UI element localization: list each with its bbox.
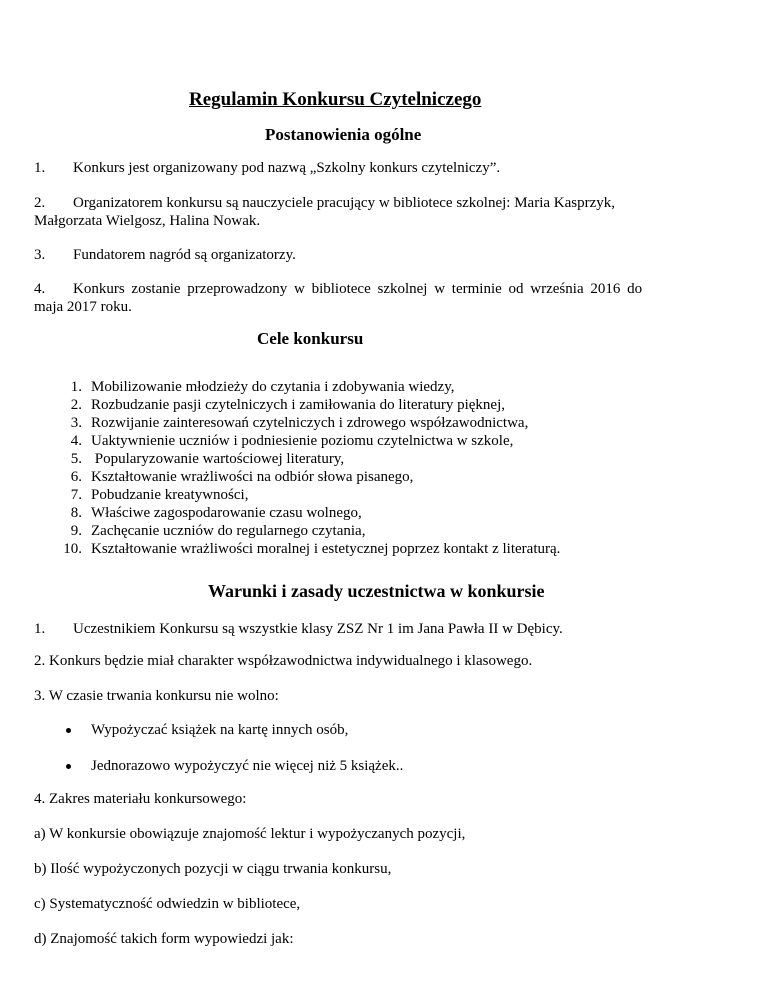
general-item-3-number: 3. — [34, 247, 46, 263]
goal-number: 9. — [70, 523, 82, 539]
general-item-3-text: Fundatorem nagród są organizatorzy. — [73, 247, 296, 263]
section-heading-rules: Warunki i zasady uczestnictwa w konkursie — [208, 581, 545, 601]
goal-number: 4. — [70, 433, 82, 449]
goal-number: 1. — [70, 379, 82, 395]
rules-subitem-b: b) Ilość wypożyczonych pozycji w ciągu trwania konkursu, — [34, 861, 392, 877]
goal-number: 10. — [63, 541, 82, 557]
general-item-2-line-1: Organizatorem konkursu są nauczyciele pracujący w bibliotece szkolnej: Maria Kasprzyk, — [73, 195, 616, 211]
general-item-2-line-2: Małgorzata Wielgosz, Halina Nowak. — [34, 213, 261, 229]
goal-text: Uaktywnienie uczniów i podniesienie poziomu czytelnictwa w szkole, — [91, 433, 514, 449]
goal-number: 2. — [70, 397, 82, 413]
rules-item-3-text: 3. W czasie trwania konkursu nie wolno: — [34, 688, 279, 704]
bullet-item: Jednorazowo wypożyczyć nie więcej niż 5 książek.. — [91, 758, 404, 774]
goal-number: 5. — [70, 451, 82, 467]
general-item-4-line-1: Konkurs zostanie przeprowadzony w bibliotece szkolnej w terminie od września 2016 do — [73, 281, 643, 297]
rules-subitem-c: c) Systematyczność odwiedzin w bibliotece, — [34, 896, 301, 912]
goal-text: Mobilizowanie młodzieży do czytania i zdobywania wiedzy, — [91, 379, 455, 395]
general-item-2-number: 2. — [34, 195, 46, 211]
rules-subitem-a: a) W konkursie obowiązuje znajomość lektur i wypożyczanych pozycji, — [34, 826, 466, 842]
bullet-item: Wypożyczać książek na kartę innych osób, — [91, 722, 349, 738]
section-heading-general: Postanowienia ogólne — [265, 125, 422, 144]
general-item-1-number: 1. — [34, 160, 46, 176]
section-heading-goals: Cele konkursu — [257, 329, 364, 348]
goal-number: 7. — [70, 487, 82, 503]
goal-text: Kształtowanie wrażliwości moralnej i estetycznej poprzez kontakt z literaturą. — [91, 541, 561, 557]
general-item-1-text: Konkurs jest organizowany pod nazwą „Szkolny konkurs czytelniczy”. — [73, 160, 501, 176]
goal-number: 6. — [70, 469, 82, 485]
rules-item-2-text: 2. Konkurs będzie miał charakter współzawodnictwa indywidualnego i klasowego. — [34, 653, 533, 669]
rules-subitem-d: d) Znajomość takich form wypowiedzi jak: — [34, 931, 294, 947]
bullet-dot — [66, 728, 71, 733]
goal-number: 8. — [70, 505, 82, 521]
rules-item-1-number: 1. — [34, 621, 46, 637]
goal-text: Zachęcanie uczniów do regularnego czytania, — [91, 523, 366, 539]
rules-item-4-text: 4. Zakres materiału konkursowego: — [34, 791, 247, 807]
goal-text: Pobudzanie kreatywności, — [91, 487, 249, 503]
goal-text: Kształtowanie wrażliwości na odbiór słowa pisanego, — [91, 469, 414, 485]
document-title: Regulamin Konkursu Czytelniczego — [189, 89, 482, 110]
bullet-dot — [66, 764, 71, 769]
goal-text: Rozbudzanie pasji czytelniczych i zamiłowania do literatury pięknej, — [91, 397, 506, 413]
general-item-4-number: 4. — [34, 281, 46, 297]
rules-item-1-text: Uczestnikiem Konkursu są wszystkie klasy ZSZ Nr 1 im Jana Pawła II w Dębicy. — [73, 621, 563, 637]
general-item-4-line-2: maja 2017 roku. — [34, 299, 132, 315]
goal-text: Właściwe zagospodarowanie czasu wolnego, — [91, 505, 362, 521]
goal-text: Popularyzowanie wartościowej literatury, — [91, 451, 345, 467]
goal-number: 3. — [70, 415, 82, 431]
goal-text: Rozwijanie zainteresowań czytelniczych i zdrowego współzawodnictwa, — [91, 415, 529, 431]
